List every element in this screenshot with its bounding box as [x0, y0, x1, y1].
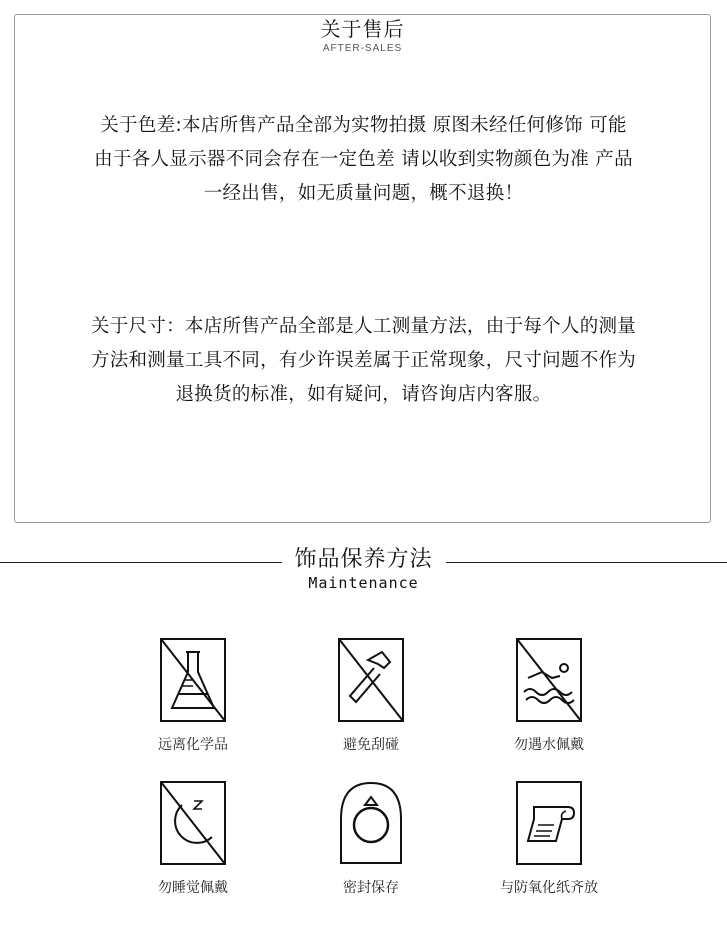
- after-sales-title: 关于售后: [313, 16, 413, 42]
- notice-line: 一经出售，如无质量问题，概不退换！: [203, 183, 524, 204]
- care-item-label: 勿遇水佩戴: [514, 737, 584, 753]
- care-item-label: 远离化学品: [158, 737, 228, 753]
- care-item-label: 密封保存: [343, 880, 399, 896]
- color-difference-notice: [35, 109, 692, 211]
- care-item: [469, 781, 629, 897]
- notice-line: 方法和测量工具不同，有少许误差属于正常现象，尺寸问题不作为: [90, 350, 637, 371]
- maintenance-title: 饰品保养方法: [294, 547, 433, 572]
- anti-oxidation-paper-icon: [516, 781, 582, 865]
- notice-line: 由于各人显示器不同会存在一定色差 请以收到实物颜色为准 产品: [94, 149, 633, 170]
- after-sales-subtitle: AFTER-SALES: [322, 43, 403, 54]
- notice-line: 关于色差:本店所售产品全部为实物拍摄 原图未经任何修饰 可能: [100, 115, 627, 136]
- notice-line: 关于尺寸：本店所售产品全部是人工测量方法，由于每个人的测量: [90, 316, 637, 337]
- size-notice: [35, 310, 692, 412]
- no-swimming-icon: [516, 638, 582, 722]
- care-item: [469, 638, 629, 754]
- care-item-label: 勿睡觉佩戴: [158, 880, 228, 896]
- no-hammer-icon: [338, 638, 404, 722]
- no-sleeping-icon: [160, 781, 226, 865]
- notice-line: 退换货的标准，如有疑问，请咨询店内客服。: [175, 384, 552, 405]
- after-sales-box: [14, 14, 711, 523]
- care-item: [113, 638, 273, 754]
- care-item: [291, 781, 451, 897]
- sealed-storage-icon: [338, 781, 404, 865]
- care-item: [113, 781, 273, 897]
- maintenance-subtitle: Maintenance: [308, 574, 419, 592]
- no-chemicals-icon: [160, 638, 226, 722]
- care-item: [291, 638, 451, 754]
- care-item-label: 避免刮碰: [343, 737, 399, 753]
- care-item-label: 与防氧化纸齐放: [500, 880, 598, 896]
